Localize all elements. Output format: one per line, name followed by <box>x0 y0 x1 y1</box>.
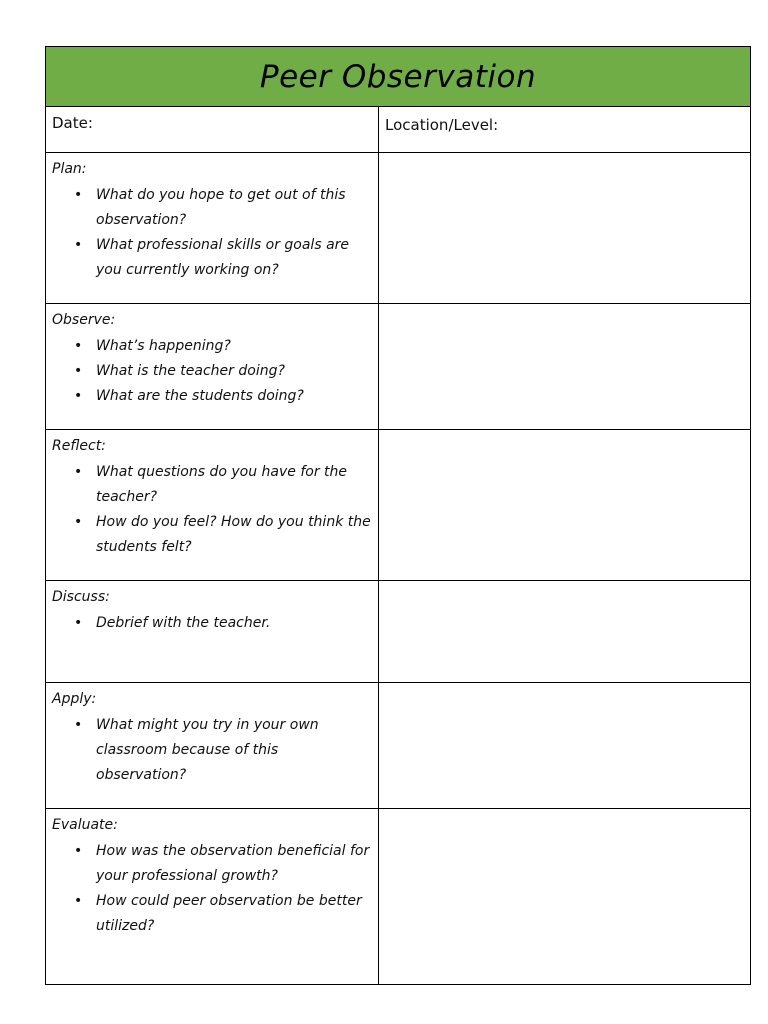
bullet-list <box>52 183 372 283</box>
section-label: Observe: <box>52 312 116 328</box>
location-cell[interactable] <box>379 107 750 152</box>
bullet-list <box>52 839 372 939</box>
bullet-list <box>52 334 372 409</box>
section-label: Apply: <box>52 691 97 707</box>
bullet-item: • How could peer observation be better utilized? <box>96 889 372 939</box>
response-area-observe[interactable] <box>379 304 750 429</box>
header-row <box>46 107 750 153</box>
section-label: Evaluate: <box>52 817 118 833</box>
bullet-item: • What professional skills or goals are you currently working on? <box>96 233 372 283</box>
bullet-item: • What might you try in your own classroom because of this observation? <box>96 713 372 788</box>
bullet-item: • What’s happening? <box>96 334 372 359</box>
bullet-list <box>52 611 372 636</box>
location-label: Location/Level: <box>385 116 499 134</box>
section-prompt-plan <box>46 153 379 303</box>
section-prompt-reflect <box>46 430 379 580</box>
section-prompt-apply <box>46 683 379 808</box>
section-row-evaluate <box>46 809 750 984</box>
bullet-item: • Debrief with the teacher. <box>96 611 372 636</box>
section-prompt-observe <box>46 304 379 429</box>
date-cell[interactable] <box>46 107 379 152</box>
bullet-item: • How was the observation beneficial for your professional growth? <box>96 839 372 889</box>
response-area-plan[interactable] <box>379 153 750 303</box>
section-row-apply <box>46 683 750 809</box>
section-prompt-evaluate <box>46 809 379 984</box>
bullet-list <box>52 460 372 560</box>
section-row-reflect <box>46 430 750 581</box>
bullet-item: • What are the students doing? <box>96 384 372 409</box>
section-label: Plan: <box>52 161 87 177</box>
response-area-evaluate[interactable] <box>379 809 750 984</box>
bullet-item: • What is the teacher doing? <box>96 359 372 384</box>
bullet-item: • How do you feel? How do you think the students felt? <box>96 510 372 560</box>
response-area-apply[interactable] <box>379 683 750 808</box>
section-label: Discuss: <box>52 589 110 605</box>
title-bar <box>46 47 750 107</box>
response-area-reflect[interactable] <box>379 430 750 580</box>
date-label: Date: <box>52 114 93 132</box>
page-title: Peer Observation <box>259 58 537 95</box>
section-label: Reflect: <box>52 438 106 454</box>
bullet-list <box>52 713 372 788</box>
peer-observation-form <box>45 46 751 985</box>
section-row-plan <box>46 153 750 304</box>
response-area-discuss[interactable] <box>379 581 750 682</box>
section-row-observe <box>46 304 750 430</box>
bullet-item: • What questions do you have for the teacher? <box>96 460 372 510</box>
section-row-discuss <box>46 581 750 683</box>
bullet-item: • What do you hope to get out of this observation? <box>96 183 372 233</box>
section-prompt-discuss <box>46 581 379 682</box>
